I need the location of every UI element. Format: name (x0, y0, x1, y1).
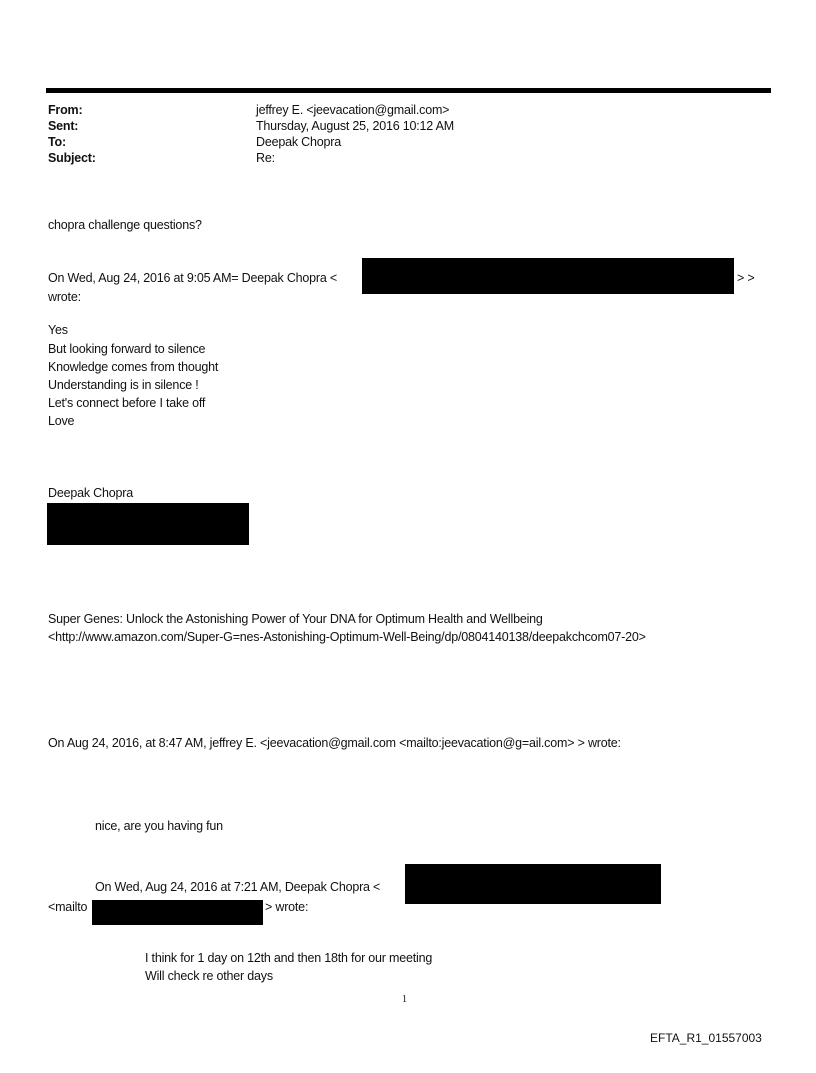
quote3-wrote: > wrote: (265, 900, 309, 914)
book-title: Super Genes: Unlock the Astonishing Power of Your DNA for Optimum Health and Wellbeing (48, 612, 543, 626)
quote1-line: Let's connect before I take off (48, 396, 206, 410)
signature-name: Deepak Chopra (48, 486, 133, 500)
quote1-wrote: wrote: (48, 290, 81, 304)
quote2-intro: On Aug 24, 2016, at 8:47 AM, jeffrey E. <jeevacation@gmail.com <mailto:jeevacation@g=ail.com> > wrote: (48, 736, 621, 750)
page-number: 1 (402, 994, 407, 1005)
from-value: jeffrey E. <jeevacation@gmail.com> (256, 103, 450, 117)
to-value: Deepak Chopra (256, 135, 341, 149)
subject-value: Re: (256, 151, 275, 165)
quote1-line: Love (48, 414, 75, 428)
quote1-intro: On Wed, Aug 24, 2016 at 9:05 AM= Deepak Chopra < (48, 271, 337, 285)
subject-label: Subject: (48, 151, 96, 165)
quote1-intro-end: > > (737, 271, 755, 285)
sent-label: Sent: (48, 119, 79, 133)
book-url[interactable]: <http://www.amazon.com/Super-G=nes-Astonishing-Optimum-Well-Being/dp/0804140138/deepakchcom07-20> (48, 630, 646, 644)
quote1-line: But looking forward to silence (48, 342, 206, 356)
redaction-box (362, 258, 734, 294)
redaction-box (405, 864, 661, 904)
quote3-line: I think for 1 day on 12th and then 18th for our meeting (145, 951, 433, 965)
quote3-intro: On Wed, Aug 24, 2016 at 7:21 AM, Deepak Chopra < (95, 880, 381, 894)
document-id: EFTA_R1_01557003 (650, 1031, 762, 1045)
header-rule (46, 88, 771, 93)
quote2-line: nice, are you having fun (95, 819, 223, 833)
redaction-box (47, 503, 249, 545)
quote3-line: Will check re other days (145, 969, 273, 983)
quote1-line: Understanding is in silence ! (48, 378, 199, 392)
from-label: From: (48, 103, 83, 117)
quote1-line: Yes (48, 323, 68, 337)
sent-value: Thursday, August 25, 2016 10:12 AM (256, 119, 454, 133)
reply-text: chopra challenge questions? (48, 218, 202, 232)
quote3-mailto: <mailto (48, 900, 88, 914)
quote1-line: Knowledge comes from thought (48, 360, 219, 374)
redaction-box (92, 900, 263, 925)
to-label: To: (48, 135, 66, 149)
